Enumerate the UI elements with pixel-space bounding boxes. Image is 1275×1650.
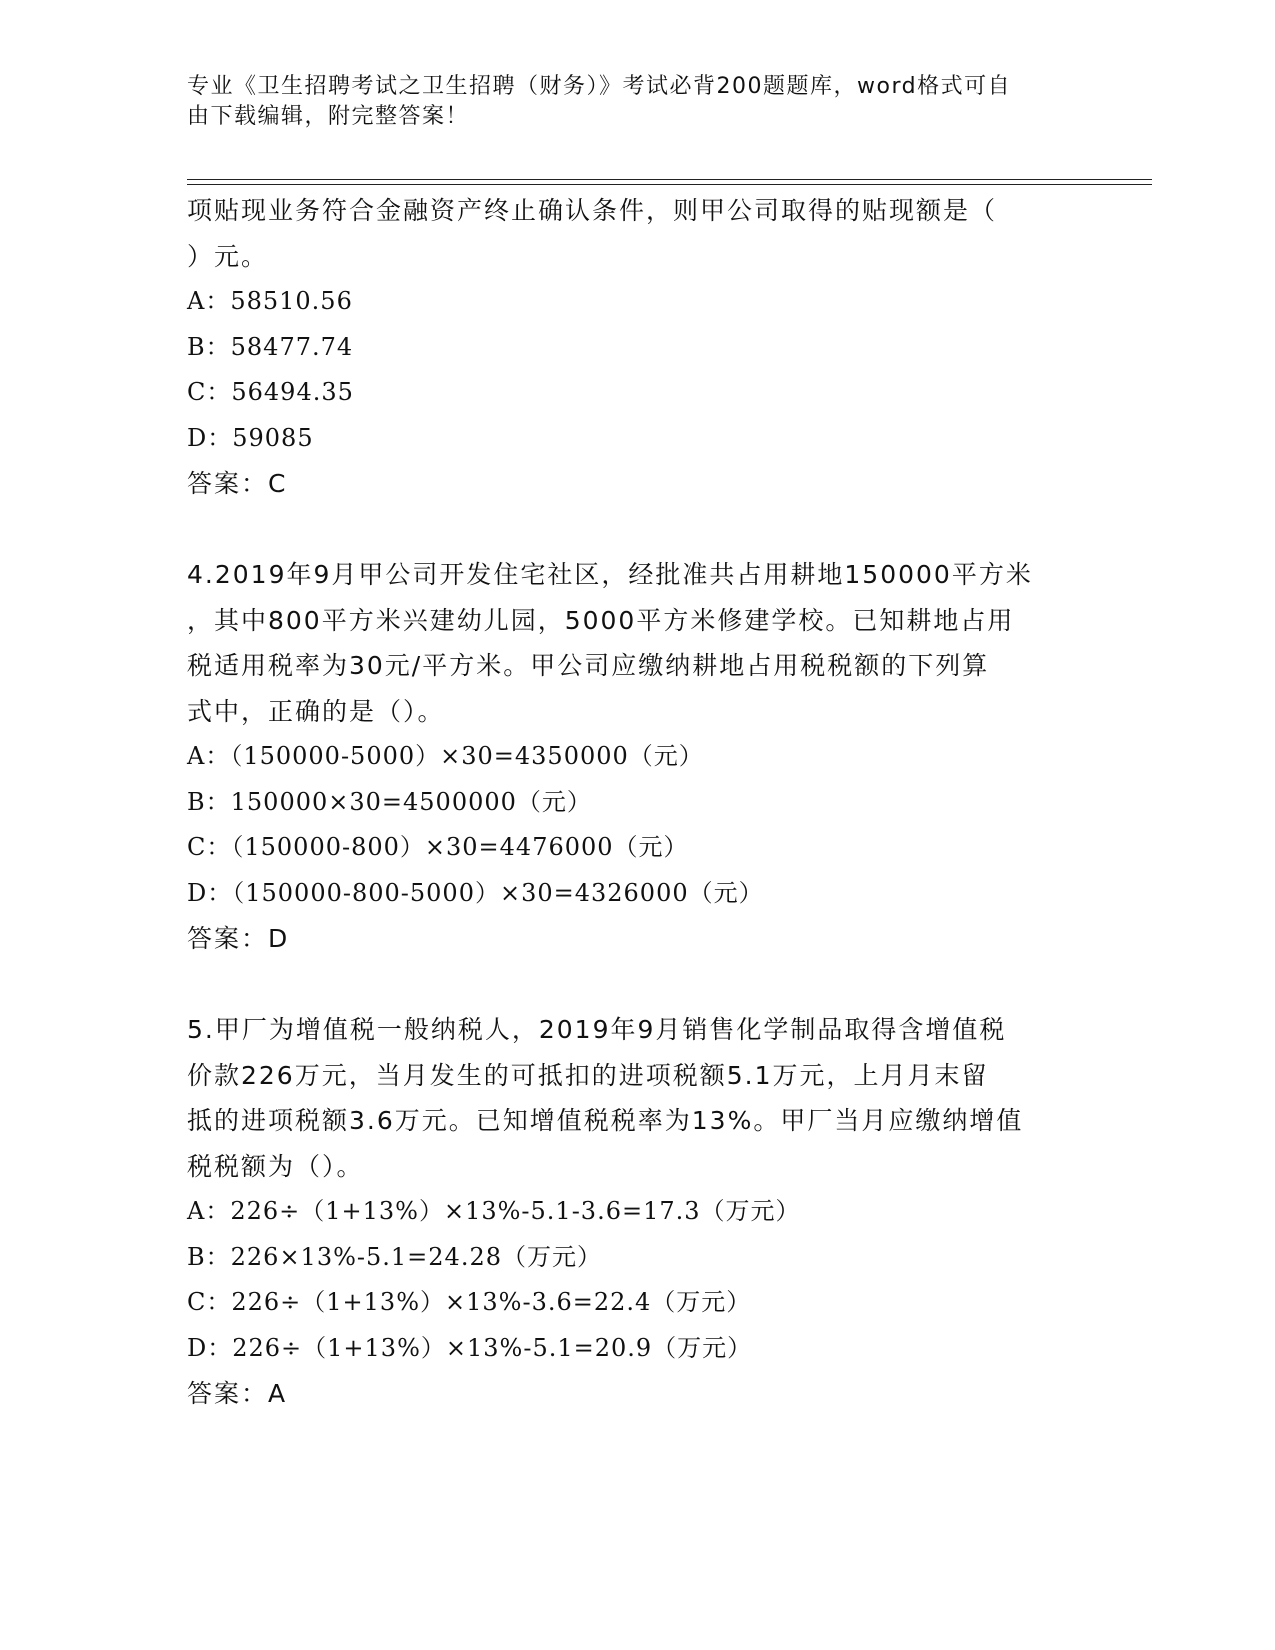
header-divider-bottom xyxy=(187,184,1152,185)
document-header xyxy=(187,72,1067,132)
option-d: D：（150000-800-5000）×30=4326000（元） xyxy=(187,878,764,907)
answer-line: 答案：C xyxy=(187,469,288,498)
option-c: C：226÷（1+13%）×13%-3.6=22.4（万元） xyxy=(187,1288,752,1316)
option-c: C：56494.35 xyxy=(187,378,354,406)
answer-line: 答案：D xyxy=(187,924,290,953)
option-a: A：58510.56 xyxy=(187,287,353,315)
option-d: D：59085 xyxy=(187,423,314,452)
question-stem-line: ，其中800平方米兴建幼儿园，5000平方米修建学校。已知耕地占用 xyxy=(187,605,1015,635)
question-stem-line: 4.2019年9月甲公司开发住宅社区，经批准共占用耕地150000平方米 xyxy=(187,560,1033,589)
answer-line: 答案：A xyxy=(187,1379,288,1408)
spacer xyxy=(187,962,1087,1008)
option-d: D：226÷（1+13%）×13%-5.1=20.9（万元） xyxy=(187,1333,753,1362)
question-stem-line: 税税额为（）。 xyxy=(187,1151,364,1181)
question-stem-line: 5.甲厂为增值税一般纳税人，2019年9月销售化学制品取得含增值税 xyxy=(187,1015,1007,1044)
option-b: B：226×13%-5.1=24.28（万元） xyxy=(187,1242,602,1271)
question-5 xyxy=(187,1007,1087,1417)
document-body xyxy=(187,188,1087,1417)
option-b: B：150000×30=4500000（元） xyxy=(187,787,592,816)
header-divider-top xyxy=(187,179,1152,180)
question-stem-line: 式中，正确的是（）。 xyxy=(187,696,445,726)
question-4 xyxy=(187,552,1087,962)
question-stem-line: 价款226万元，当月发生的可抵扣的进项税额5.1万元，上月月末留 xyxy=(187,1060,989,1090)
option-a: A：226÷（1+13%）×13%-5.1-3.6=17.3（万元） xyxy=(187,1197,801,1225)
question-stem-line: 项贴现业务符合金融资产终止确认条件，则甲公司取得的贴现额是（ xyxy=(187,196,998,225)
question-stem-line: 抵的进项税额3.6万元。已知增值税税率为13%。甲厂当月应缴纳增值 xyxy=(187,1106,1024,1135)
option-b: B：58477.74 xyxy=(187,332,354,361)
option-c: C：（150000-800）×30=4476000（元） xyxy=(187,833,689,861)
question-3 xyxy=(187,188,1087,507)
spacer xyxy=(187,507,1087,553)
question-stem-line: ）元。 xyxy=(187,241,269,271)
option-a: A：（150000-5000）×30=4350000（元） xyxy=(187,742,704,770)
header-line-1: 专业《卫生招聘考试之卫生招聘（财务）》考试必背200题题库，word格式可自 xyxy=(187,74,1012,99)
header-line-2: 由下载编辑，附完整答案！ xyxy=(187,104,470,129)
question-stem-line: 税适用税率为30元/平方米。甲公司应缴纳耕地占用税税额的下列算 xyxy=(187,651,990,680)
